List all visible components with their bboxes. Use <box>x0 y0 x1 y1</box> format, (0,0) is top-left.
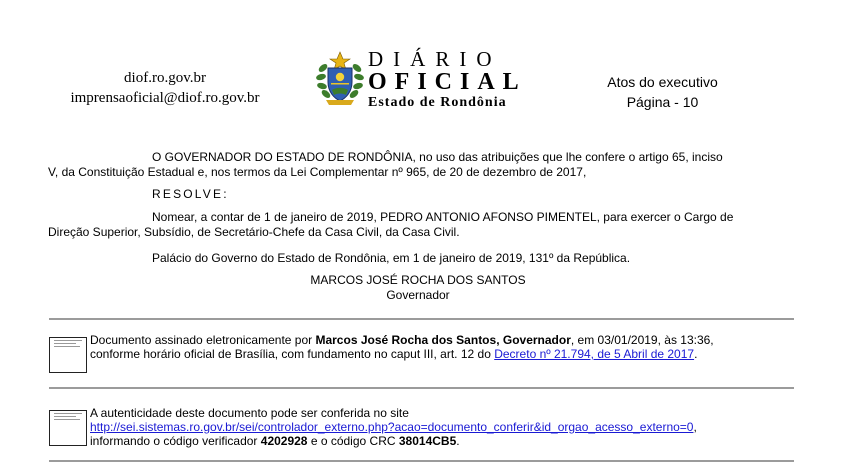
signer-name: MARCOS JOSÉ ROCHA DOS SANTOS <box>310 273 526 287</box>
verification-code-label: informando o código verificador <box>90 434 261 448</box>
section-name: Atos do executivo <box>607 74 718 90</box>
site-address: diof.ro.gov.br <box>124 70 206 86</box>
signature-notice: Documento assinado eletronicamente por Marcos José Rocha dos Santos, Governador, em 03/01/2019, às 13:36, conforme horário oficial de Brasília, com fundamento no caput III, art. 12 do Decreto nº 21.794, de 5 Abril de 2017. <box>90 333 714 361</box>
preamble-line1: O GOVERNADOR DO ESTADO DE RONDÔNIA, no uso das atribuições que lhe confere o artigo 65, inciso <box>152 150 723 164</box>
signer-bold: Marcos José Rocha dos Santos, Governador <box>315 333 571 347</box>
divider <box>49 460 794 462</box>
appointment-line2: Direção Superior, Subsídio, de Secretário-Chefe da Casa Civil, da Casa Civil. <box>48 225 460 239</box>
masthead-title-line2: OFICIAL <box>368 69 527 95</box>
signature-text-start: Documento assinado eletronicamente por <box>90 333 316 347</box>
header-contact <box>40 68 290 108</box>
crc-code-label: e o código CRC <box>307 434 399 448</box>
divider <box>49 387 794 389</box>
section-info <box>590 72 735 112</box>
masthead-subtitle: Estado de Rondônia <box>368 95 507 110</box>
signature-datetime: , em 03/01/2019, às 13:36, <box>570 333 714 347</box>
place-date-line: Palácio do Governo do Estado de Rondônia, em 1 de janeiro de 2019, 131º da República. <box>152 251 631 265</box>
crc-code: 38014CB5 <box>398 434 457 448</box>
electronic-signature-stamp <box>49 337 87 373</box>
state-crest-logo <box>316 50 364 106</box>
preamble-line2: V, da Constituição Estadual e, nos termos da Lei Complementar nº 965, de 20 de dezembro de 2017, <box>48 165 587 179</box>
verifier-code: 4202928 <box>260 434 308 448</box>
preamble-paragraph <box>48 150 793 180</box>
verification-intro: A autenticidade deste documento pode ser conferida no site <box>90 406 409 420</box>
appointment-paragraph <box>48 210 793 240</box>
verification-notice: A autenticidade deste documento pode ser conferida no site http://sei.sistemas.ro.gov.br/sei/controlador_externo.php?acao=documento_conferir&id_orgao_acesso_externo=0, informando o código verificador 4202928 e o código CRC 38014CB5. <box>90 406 795 448</box>
verification-stamp <box>49 410 87 446</box>
decree-link[interactable]: Decreto nº 21.794, de 5 Abril de 2017 <box>494 347 695 361</box>
period: . <box>456 434 460 448</box>
email-address: imprensaoficial@diof.ro.gov.br <box>70 90 260 106</box>
divider <box>49 318 794 320</box>
page-number: Página - 10 <box>626 94 699 110</box>
resolve-heading: RESOLVE: <box>152 187 229 201</box>
appointment-line1: Nomear, a contar de 1 de janeiro de 2019, PEDRO ANTONIO AFONSO PIMENTEL, para exercer o Cargo de <box>152 210 734 224</box>
signature-basis: conforme horário oficial de Brasília, com fundamento no caput III, art. 12 do <box>90 347 495 361</box>
masthead-title-line1: DIÁRIO <box>368 47 502 71</box>
signer-role: Governador <box>386 288 450 302</box>
verification-url-link[interactable]: http://sei.sistemas.ro.gov.br/sei/controlador_externo.php?acao=documento_conferir&id_orgao_acesso_externo=0 <box>90 420 694 434</box>
